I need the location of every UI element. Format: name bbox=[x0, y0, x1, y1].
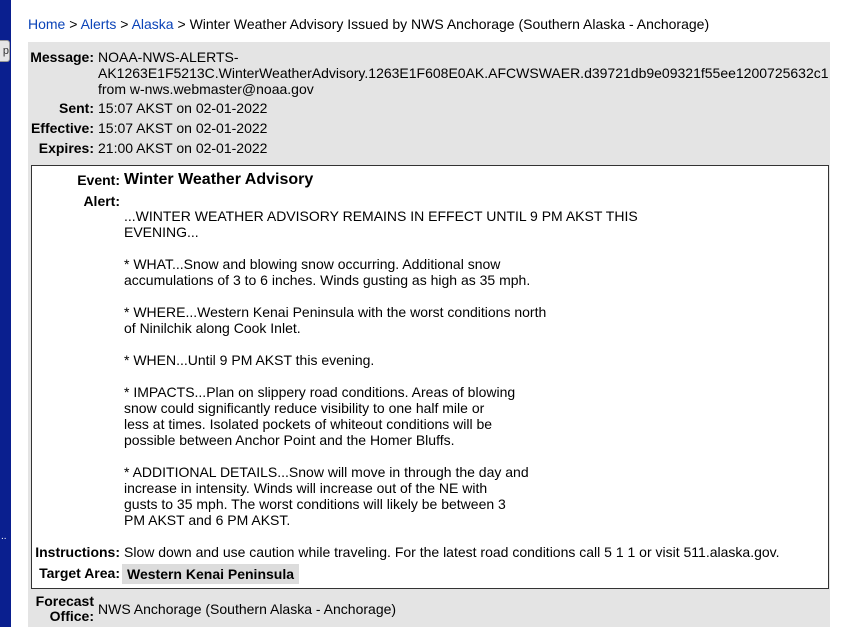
event-label: Event: bbox=[77, 172, 120, 188]
message-value bbox=[98, 49, 829, 97]
sent-label: Sent: bbox=[59, 100, 94, 116]
message-label: Message: bbox=[30, 49, 94, 65]
breadcrumb-separator: > bbox=[177, 16, 186, 32]
alert-text: ...WINTER WEATHER ADVISORY REMAINS IN EFFECT UNTIL 9 PM AKST THIS EVENING... * WHAT...Snow and blowing snow occurring. Additional snow accumulations of 3 to 6 inches. Winds gusting as high as 35 mph. * WHERE...Western Kenai Peninsula with the worst conditions north of Ninilchik along Cook Inlet. * WHEN...Until 9 PM AKST this evening. * IMPACTS...Plan on slippery road conditions. Areas of blowing snow could significantly reduce visibility to one half mile or less at times. Isolated pockets of whiteout conditions will be possible between Anchor Point and the Homer Bluffs. * ADDITIONAL DETAILS...Snow will move in through the day and increase in intensity. Winds will increase out of the NE with gusts to 35 mph. The worst conditions will likely be between 3 PM AKST and 6 PM AKST. bbox=[124, 208, 638, 528]
effective-value: 15:07 AKST on 02-01-2022 bbox=[98, 120, 268, 136]
expires-value: 21:00 AKST on 02-01-2022 bbox=[98, 140, 268, 156]
side-ellipsis: .. bbox=[1, 531, 7, 542]
breadcrumb-home-link[interactable]: Home bbox=[28, 16, 66, 32]
message-id-line2: AK1263E1F5213C.WinterWeatherAdvisory.1263E1F608E0AK.AFCWSWAER.d39721db9e09321f55ee1200725632c1 bbox=[98, 65, 829, 81]
target-area-label: Target Area: bbox=[39, 565, 120, 581]
forecast-label-line2: Office: bbox=[49, 608, 94, 624]
expires-label: Expires: bbox=[38, 140, 94, 156]
alert-label: Alert: bbox=[83, 193, 120, 209]
instructions-label: Instructions: bbox=[35, 544, 120, 560]
effective-label: Effective: bbox=[30, 120, 94, 136]
breadcrumb-separator: > bbox=[69, 16, 78, 32]
forecast-office-label bbox=[28, 594, 94, 624]
breadcrumb-separator: > bbox=[120, 16, 129, 32]
breadcrumb-alerts-link[interactable]: Alerts bbox=[80, 16, 117, 32]
sent-value: 15:07 AKST on 02-01-2022 bbox=[98, 100, 268, 116]
breadcrumb bbox=[28, 16, 709, 32]
alert-details-box bbox=[31, 165, 829, 589]
breadcrumb-current: Winter Weather Advisory Issued by NWS Anchorage (Southern Alaska - Anchorage) bbox=[189, 16, 710, 32]
alert-panel bbox=[28, 42, 830, 627]
forecast-label-line1: Forecast bbox=[35, 593, 94, 609]
instructions-value: Slow down and use caution while traveling. For the latest road conditions call 5 1 1 or visit 511.alaska.gov. bbox=[124, 544, 780, 560]
target-area-value: Western Kenai Peninsula bbox=[122, 564, 299, 584]
breadcrumb-alaska-link[interactable]: Alaska bbox=[131, 16, 174, 32]
message-from: from w-nws.webmaster@noaa.gov bbox=[98, 81, 314, 97]
message-id-line1: NOAA-NWS-ALERTS- bbox=[98, 49, 239, 65]
side-tab-button[interactable]: p bbox=[0, 40, 10, 62]
event-value: Winter Weather Advisory bbox=[124, 171, 314, 188]
forecast-office-value: NWS Anchorage (Southern Alaska - Anchorage) bbox=[98, 601, 397, 617]
